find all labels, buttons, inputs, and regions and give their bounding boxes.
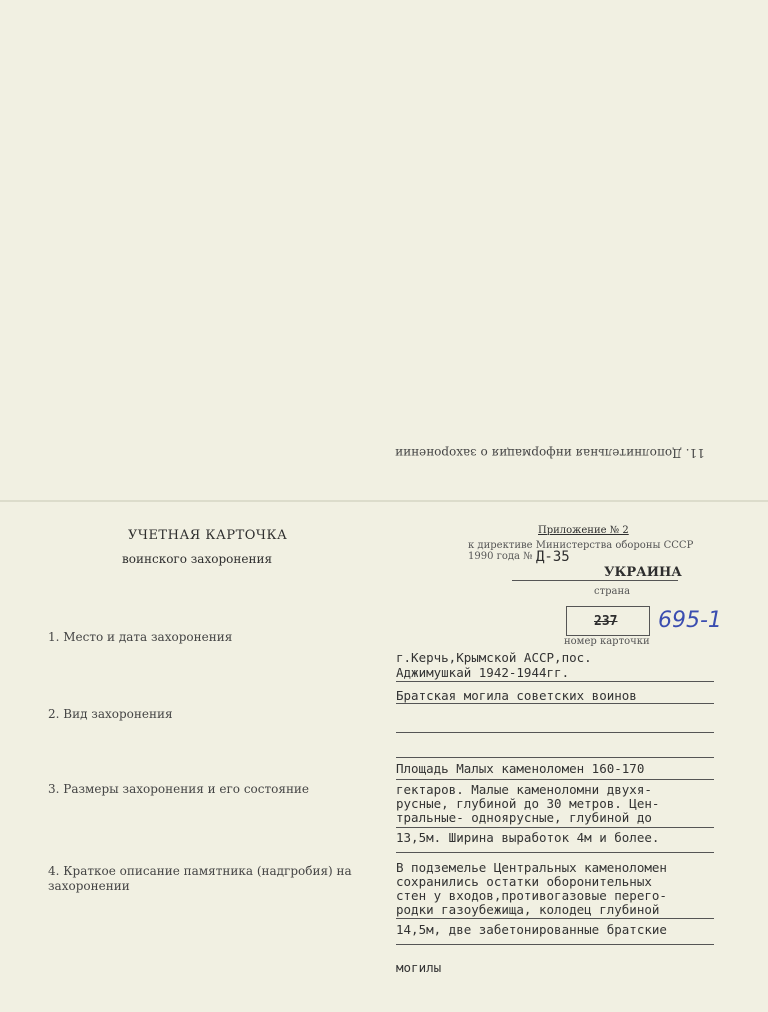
field-value-line: гектаров. Малые каменоломни двухя- xyxy=(396,782,652,797)
field-label-type: 2. Вид захоронения xyxy=(48,707,173,721)
country-value: УКРАИНА xyxy=(604,565,682,580)
field-label-description: 4. Краткое описание памятника (надгробия) на захоронении xyxy=(48,864,352,893)
field-value-line: тральные- одноярусные, глубиной до xyxy=(396,810,652,825)
card-title: УЧЕТНАЯ КАРТОЧКА xyxy=(128,528,288,543)
card-subtitle: воинского захоронения xyxy=(122,552,273,566)
field-value-line: Площадь Малых каменоломен 160-170 xyxy=(396,761,645,776)
field-value-line: стен у входов,противогазовые перего- xyxy=(396,888,667,903)
country-line xyxy=(512,580,678,581)
appendix-directive: к директиве Министерства обороны СССР xyxy=(468,540,694,551)
field-value-line: Братская могила советских воинов xyxy=(396,688,637,703)
field-value-line: Аджимушкай 1942-1944гг. xyxy=(396,665,570,680)
directive-number: Д-35 xyxy=(536,549,570,565)
additional-info-heading: 11. Дополнительная информация о захоронении xyxy=(395,446,705,460)
field-label-size: 3. Размеры захоронения и его состояние xyxy=(48,782,310,796)
card-number-handwritten: 695-1 xyxy=(658,608,722,633)
field-value-line: родки газоубежища, колодец глубиной xyxy=(396,902,660,917)
card-number-caption: номер карточки xyxy=(564,636,650,647)
field-value-line: г.Керчь,Крымской АССР,пос. xyxy=(396,650,592,665)
field-value-line: В подземелье Центральных каменоломен xyxy=(396,860,667,875)
country-caption: страна xyxy=(594,586,631,597)
field-value-line: могилы xyxy=(396,960,442,975)
field-value-line: 13,5м. Ширина выработок 4м и более. xyxy=(396,830,660,845)
field-value-line: русные, глубиной до 30 метров. Цен- xyxy=(396,796,660,811)
field-label-place: 1. Место и дата захоронения xyxy=(48,630,233,644)
field-value-line: сохранились остатки оборонительных xyxy=(396,874,652,889)
appendix-year: 1990 года № xyxy=(468,551,533,562)
appendix-label: Приложение № 2 xyxy=(538,525,629,536)
field-value-line: 14,5м, две забетонированные братские xyxy=(396,922,667,937)
fold-line xyxy=(0,500,768,502)
card-number-typed: 237 xyxy=(594,614,618,629)
